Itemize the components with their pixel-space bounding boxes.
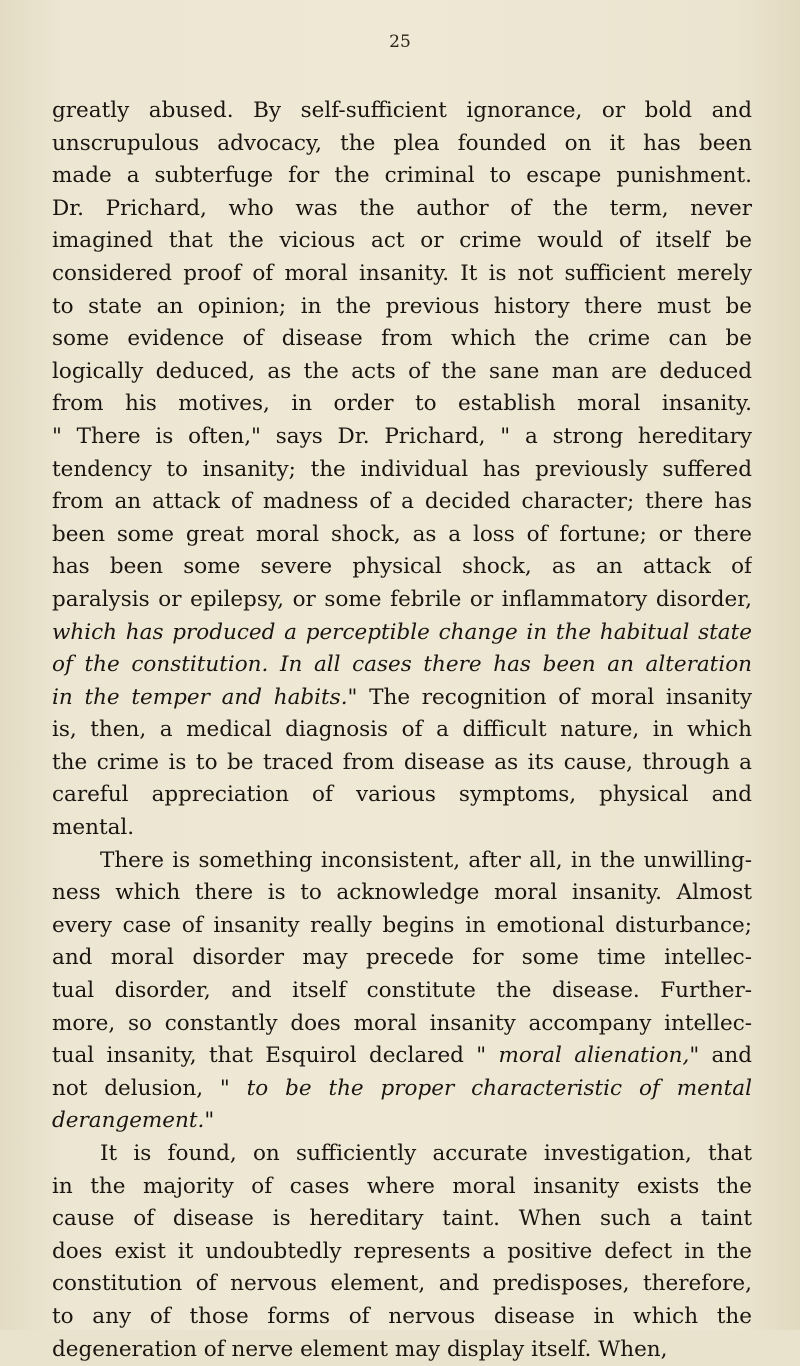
text-line (52, 747, 752, 780)
text-run: " and (689, 1043, 752, 1069)
text-run: mental. (52, 815, 135, 841)
text-run: is, then, a medical diagnosis of a difficult nature, in which (52, 717, 752, 743)
text-run: and moral disorder may precede for some time intellec- (52, 945, 752, 971)
text-run: does exist it undoubtedly represents a positive defect in the (52, 1238, 752, 1264)
text-line (52, 877, 752, 910)
text-run: to state an opinion; in the previous history there must be (52, 293, 752, 319)
text-line (52, 519, 752, 552)
text-run: tual disorder, and itself constitute the disease. Further- (52, 978, 752, 1004)
text-line (52, 779, 752, 812)
text-run: considered proof of moral insanity. It is not sufficient merely (52, 260, 752, 286)
text-line (52, 454, 752, 487)
text-run: unscrupulous advocacy, the plea founded on it has been (52, 130, 752, 156)
text-run: been some great moral shock, as a loss of fortune; or there (52, 521, 752, 547)
text-line (52, 1171, 752, 1204)
text-line (52, 1105, 752, 1138)
paragraph (52, 1138, 752, 1366)
italic-text: to be the proper characteristic of mental (246, 1075, 752, 1101)
text-run: There is something inconsistent, after all, in the unwilling- (100, 847, 752, 873)
text-line (52, 1073, 752, 1106)
italic-text: which has produced a perceptible change in the habitual state (52, 619, 752, 645)
paragraph (52, 95, 752, 845)
italic-text: moral alienation, (498, 1043, 690, 1069)
text-run: tendency to insanity; the individual has previously suffered (52, 456, 752, 482)
text-run: not delusion, " (52, 1075, 247, 1101)
text-run: has been some severe physical shock, as an attack of (52, 554, 752, 580)
text-line (52, 356, 752, 389)
text-run: paralysis or epilepsy, or some febrile or inflammatory disorder, (52, 586, 752, 612)
text-run: It is found, on sufficiently accurate investigation, that (100, 1141, 752, 1166)
text-line (52, 1236, 752, 1269)
text-line (52, 910, 752, 943)
text-line (52, 845, 752, 878)
text-run: " (204, 1108, 215, 1134)
text-line (52, 258, 752, 291)
text-run: Dr. Prichard, who was the author of the term, never (52, 195, 752, 221)
text-run: greatly abused. By self-sufficient ignorance, or bold and (52, 98, 752, 123)
text-run: every case of insanity really begins in emotional disturbance; (52, 912, 752, 938)
text-run: tual insanity, that Esquirol declared " (52, 1043, 499, 1069)
text-line (52, 1334, 752, 1366)
text-line (52, 291, 752, 324)
text-line (52, 225, 752, 258)
text-run: imagined that the vicious act or crime would of itself be (52, 228, 752, 254)
text-run: " The recognition of moral insanity (347, 684, 752, 710)
text-run: the crime is to be traced from disease as its cause, through a (52, 749, 752, 775)
text-run: " There is often," says Dr. Prichard, " a strong hereditary (52, 423, 752, 449)
text-line (52, 975, 752, 1008)
text-line (52, 323, 752, 356)
text-line (52, 649, 752, 682)
italic-text: in the temper and habits. (52, 684, 348, 710)
text-run: degeneration of nerve element may display itself. When, (52, 1336, 668, 1362)
text-run: to any of those forms of nervous disease in which the (52, 1303, 752, 1329)
text-line (52, 95, 752, 128)
text-run: from an attack of madness of a decided character; there has (52, 489, 752, 515)
text-run: ness which there is to acknowledge moral insanity. Almost (52, 880, 752, 906)
text-run: some evidence of disease from which the crime can be (52, 326, 752, 352)
text-line (52, 682, 752, 715)
text-line (52, 1301, 752, 1334)
italic-text: derangement. (52, 1108, 205, 1134)
page-number: 25 (389, 32, 411, 52)
text-line (52, 160, 752, 193)
text-run: more, so constantly does moral insanity accompany intellec- (52, 1010, 752, 1036)
text-line (52, 1138, 752, 1171)
text-line (52, 617, 752, 650)
text-run: in the majority of cases where moral insanity exists the (52, 1173, 752, 1199)
text-run: careful appreciation of various symptoms, physical and (52, 782, 752, 808)
text-line (52, 584, 752, 617)
text-run: made a subterfuge for the criminal to escape punishment. (52, 163, 752, 189)
text-line (52, 714, 752, 747)
text-line (52, 193, 752, 226)
text-line (52, 421, 752, 454)
text-line (52, 551, 752, 584)
text-run: constitution of nervous element, and predisposes, therefore, (52, 1271, 752, 1297)
text-line (52, 1040, 752, 1073)
italic-text: of the constitution. In all cases there has been an alteration (52, 652, 752, 678)
text-run: logically deduced, as the acts of the sane man are deduced (52, 358, 752, 384)
text-line (52, 486, 752, 519)
text-line (52, 1008, 752, 1041)
text-run: from his motives, in order to establish moral insanity. (52, 391, 752, 417)
text-line (52, 128, 752, 161)
paragraph (52, 845, 752, 1138)
text-line (52, 1268, 752, 1301)
text-line (52, 388, 752, 421)
text-line (52, 942, 752, 975)
text-line (52, 1203, 752, 1236)
text-run: cause of disease is hereditary taint. When such a taint (52, 1206, 752, 1232)
text-line (52, 812, 752, 845)
body-text (52, 95, 752, 1366)
